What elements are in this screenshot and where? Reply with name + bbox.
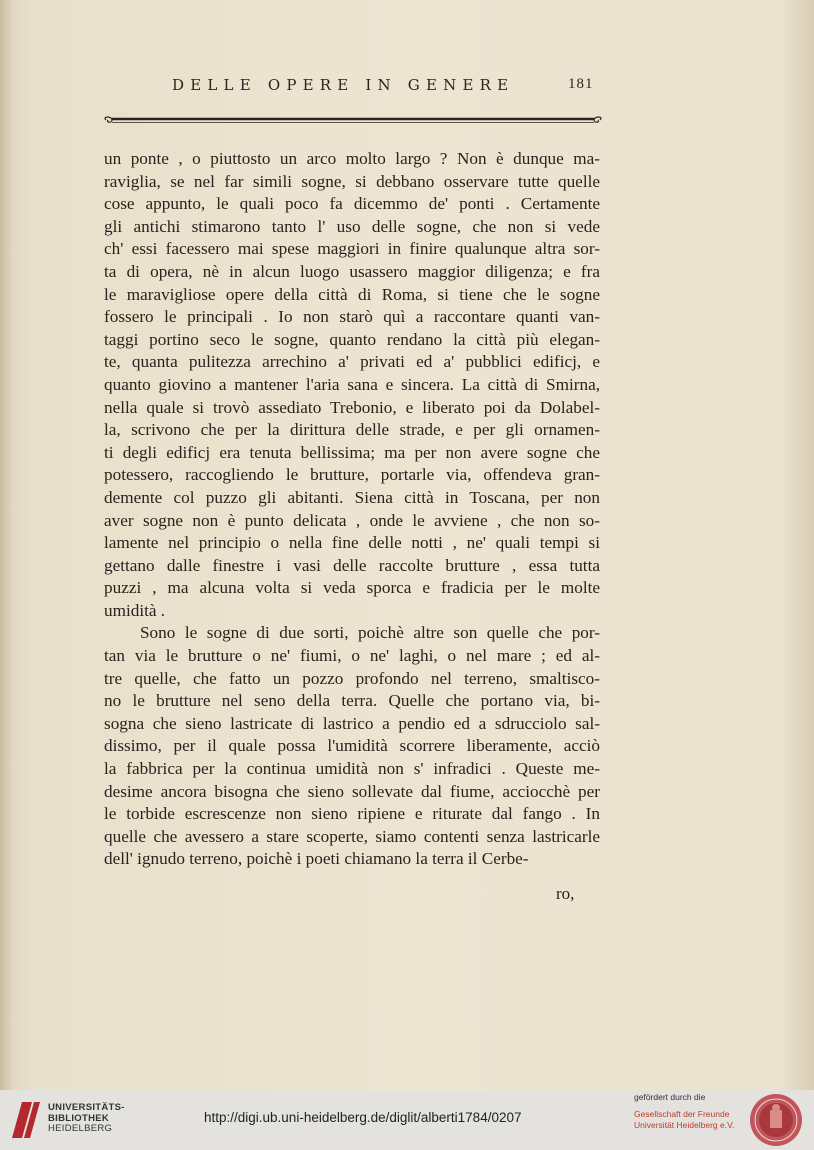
library-name [48,1103,125,1135]
text-line: tan via le brutture o ne' fiumi, o ne' laghi, o nel mare ; ed al- [104,646,600,666]
text-line: quelle che avessero a stare scoperte, siamo contenti senza lastricarle [104,826,600,846]
library-logo-icon [8,1098,42,1142]
page-gutter-edge [0,0,14,1090]
text-line: un ponte , o piuttosto un arco molto largo ? Non è dunque ma- [104,149,600,168]
text-line: le torbide escrescenze non sieno ripiene e riturate dal fango . In [104,804,600,824]
catchword: ro, [556,884,575,903]
sponsor-line1: gefördert durch die [634,1092,706,1102]
text-line: la, scrivono che per la dirittura delle strade, e per gli ornamen- [104,420,600,440]
text-line: ti degli edificj era tenuta bellissima; ma per non avere sogne che [104,442,600,462]
text-line: tre quelle, che fatto un pozzo profondo nel terreno, smaltisco- [104,668,600,688]
text-line: te, quanta pulitezza arrechino a' privati ed a' pubblici edificj, e [104,352,600,372]
page-number: 181 [568,76,594,92]
text-line: umidità . [104,600,166,620]
text-line: demente col puzzo gli abitanti. Siena città in Toscana, per non [104,487,600,507]
sponsor-credit [634,1092,734,1131]
body-text [104,148,600,871]
library-name-line1: UNIVERSITÄTS- [48,1102,125,1113]
text-line: cose appunto, le quali poco fa dicemmo de' ponti . Certamente [104,194,600,214]
university-seal-icon [748,1092,804,1148]
running-title: DELLE OPERE IN GENERE [172,76,515,94]
permalink-url[interactable]: http://digi.ub.uni-heidelberg.de/diglit/alberti1784/0207 [204,1110,522,1125]
text-line: Sono le sogne di due sorti, poichè altre son quelle che por- [140,623,600,643]
library-name-line3: HEIDELBERG [48,1123,113,1134]
text-line: aver sogne non è punto delicata , onde le avviene , che non so- [104,510,600,530]
text-line: desime ancora bisogna che sieno sollevate dal fiume, acciocchè per [104,781,600,801]
text-line: potessero, raccogliendo le brutture, portarle via, offendeva gran- [104,465,600,485]
text-line: raviglia, se nel far simili sogne, si debbano osservare tutte quelle [104,171,600,191]
text-line: puzzi , ma alcuna volta si veda sporca e fradicia per le molte [104,578,600,598]
ornamental-rule [100,115,606,125]
text-line: gli antichi stimarono tanto l' uso delle sogne, che non si vede [104,216,600,236]
text-line: nella quale si trovò assediato Trebonio, e liberato poi da Dolabel- [104,397,600,417]
viewer-footer [0,1090,814,1150]
text-line: le maravigliose opere della città di Roma, si tiene che le sogne [104,284,600,304]
text-line: ch' essi facessero mai spese maggiori in finire qualunque altra sor- [104,239,600,259]
text-line: dell' ignudo terreno, poichè i poeti chiamano la terra il Cerbe- [104,849,529,869]
text-line: fossero le principali . Io non starò quì a raccontare quanti van- [104,307,600,327]
text-line: dissimo, per il quale possa l'umidità scorrere liberamente, acciò [104,736,600,756]
sponsor-line2: Gesellschaft der Freunde [634,1109,730,1119]
text-line: quanto giovino a mantener l'aria sana e sincera. La città di Smirna, [104,374,600,394]
text-line: no le brutture nel seno della terra. Quelle che portano via, bi- [104,691,600,711]
sponsor-line3: Universität Heidelberg e.V. [634,1120,735,1130]
text-line: taggi portino seco le sogne, quanto rendano la città più elegan- [104,329,600,349]
text-line: lamente nel principio o nella fine delle notti , ne' quali tempi si [104,533,600,553]
text-line: ta di opera, nè in alcun luogo usassero maggior diligenza; e fra [104,261,600,281]
text-line: gettano dalle finestre i vasi delle raccolte brutture , essa tutta [104,555,600,575]
text-line: la fabbrica per la continua umidità non s' infradici . Queste me- [104,759,600,779]
text-line: sogna che sieno lastricate di lastrico a pendio ed a sdrucciolo sal- [104,713,600,733]
library-name-line2: BIBLIOTHEK [48,1112,110,1124]
